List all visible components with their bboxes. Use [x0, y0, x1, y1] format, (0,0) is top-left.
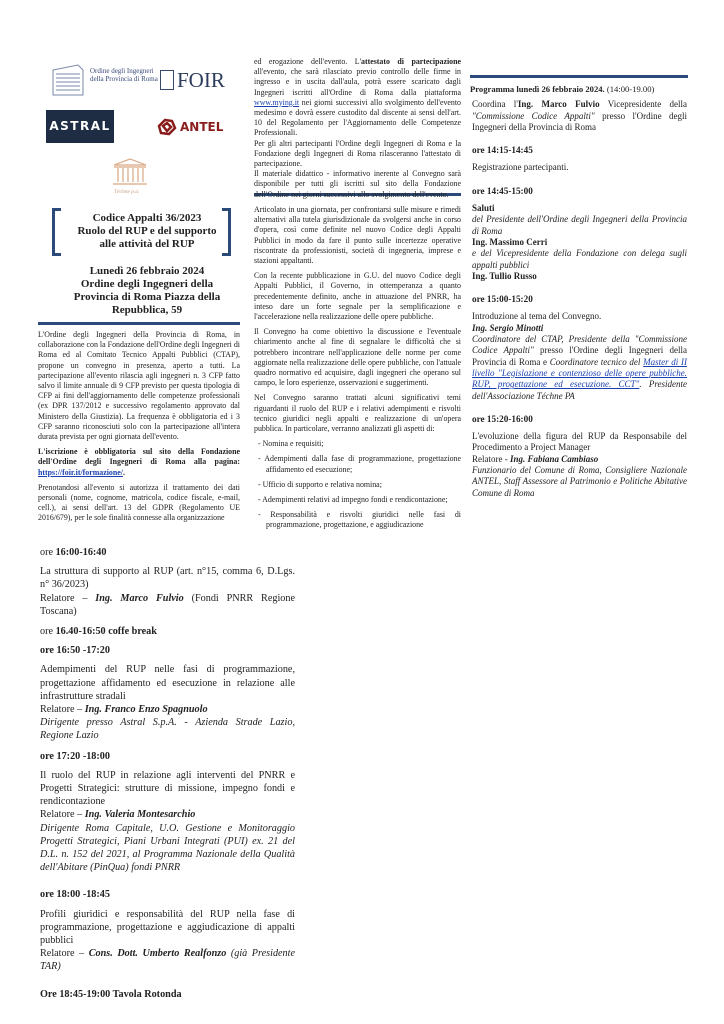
afternoon-program: ore 16:00-16:40 La struttura di supporto al RUP (art. n°15, comma 6, D.Lgs. n° 36/2023) Relatore – Ing. Marco Fulvio (Fondi PNRR Regione Toscana) ore 16.40-16:50 coffe break ore 16:50 -17:20 Adempimenti del RUP nelle fasi di programmazione, progettazione affidamento ed esecuzione in relazione alle infrastrutture stradali Relatore – Ing. Franco Enzo Spagnuolo Dirigente presso Astral S.p.A. - Azienda Strade Lazio, Regione Lazio ore 17:20 -18:00 Il ruolo del RUP in relazione agli interventi del PNRR e Progetti Strategici: strutture di missione, impegno fondi e rendicontazione Relatore – Ing. Valeria Montesarchio Dirigente Roma Capitale, U.O. Gestione e Monitoraggio Progetti Strategici, Piani Urbani Integrati (PUI) ex. 21 del D.L. n. 152 del 2021, al Programma Nazionale della Qualità dell'Abitare (PinQua) fondi PNRR ore 18:00 -18:45 Profili giuridici e responsabilità del RUP nella fase di programmazione, progettazione e aggiudicazione di appalti pubblici Relatore – Cons. Dott. Umberto Realfonzo (già Presidente TAR) Ore 18:45-19:00 Tavola Rotonda [40, 547, 295, 1000]
middle-column: ed erogazione dell'evento. L'attestato di partecipazione all'evento, che sarà rilasciato previo controllo delle firme in ingresso e in uscita dall'aula, potrà essere scaricato dagli Ingegneri iscritti all'Ordine di Roma dalla piattaforma www.mying.it nei giorni successivi allo svolgimento dell'evento medesimo e dovrà essere custodito dal discente ai sensi dell'art. 10 del Regolamento per l'Aggiornamento delle Competenze Professionali. Per gli altri partecipanti l'Ordine degli Ingegneri di Roma e la Fondazione degli Ingegneri di Roma rilasceranno l'attestato di partecipazione. Il materiale didattico - informativo inerente al Convegno sarà disponibile per tutti gli iscritti sul sito della Fondazione dell'Ordine nei giorni successivi allo svolgimento dell'evento. [254, 57, 461, 199]
event-title: Codice Appalti 36/2023 Ruolo del RUP e del supporto alle attività del RUP [77, 212, 217, 250]
foir-logo: FOIR [160, 68, 230, 94]
list-item: - Nomina e requisiti; [258, 439, 324, 449]
list-item: - Adempimenti relativi ad impegno fondi e rendicontazione; [258, 495, 448, 505]
antel-mark-icon [157, 118, 177, 136]
registration-note: L'iscrizione è obbligatoria sul sito della Fondazione dell'Ordine degli Ingegneri di Roma alla pagina: https://foir.it/formazione/. [38, 447, 240, 477]
antel-logo: ANTEL [157, 118, 232, 138]
temple-icon [110, 157, 150, 187]
privacy-paragraph: Prenotandosi all'evento si autorizza il trattamento dei dati personali (nome, cognome, matricola, codice fiscale, e-mail, cell.), ai sensi dell'art. 13 del GDPR (Regolamento UE 2016/679), per le sole finalità connesse alla organizzazione [38, 482, 240, 523]
mying-link[interactable]: www.mying.it [254, 97, 300, 107]
registration-link[interactable]: https://foir.it/formazione/ [38, 467, 123, 477]
ordine-logo-text: Ordine degli Ingegneri della Provincia di Roma [90, 67, 158, 83]
description-column: Articolato in una giornata, per confrontarsi sulle misure e rimedi alternativi alla tutela giurisdizionale da svolgersi anche in corso d'opera, così come definite nel nuovo Codice degli Appalti Pubblici in modo da fare il punto sulle incertezze operative riscontrate da professionisti, società di ingegneria, imprese e stazioni appaltanti. Con la recente pubblicazione in G.U. del nuovo Codice degli Appalti Pubblici, il Governo, in ottemperanza a quanto precedentemente definito, anche in attuazione del PNRR, ha inteso dare un forte segnale per la semplificazione e l'accelerazione nella realizzazione delle opere pubbliche. Il Convegno ha come obiettivo la discussione e l'eventuale chiarimento anche al fine di segnalare le difficoltà che si potrebbero incontrare nell'applicazione delle norme per come aggiornate nella realizzazione delle opere pubbliche, con l'attuale quadro normativo ed acquisire, dagli ingegneri che operano sul campo, le loro esperienze, osservazioni e suggerimenti. Nel Convegno saranno trattati alcuni significativi temi riguardanti il ruolo del RUP e i relativi adempimenti e risvolti tecnico giuridici negli appalti e realizzazione di un'opera pubblica. In particolare, verranno analizzati gli aspetti di: - Nomina e requisiti; - Adempimenti dalla fase di programmazione, progettazione affidamento ed esecuzione; - Ufficio di supporto e relativa nomina; - Adempimenti relativi ad impegno fondi e rendicontazione; - Responsabilità e risvolti giuridici nelle fasi di programmazione, progettazione, e aggiudicazione [254, 205, 461, 530]
left-bracket [52, 208, 61, 256]
master-link[interactable]: Master di II livello "Legislazione e contenzioso delle opere pubbliche. RUP, progettazione ed esecuzione. CCT" [472, 356, 687, 390]
intro-column [38, 330, 240, 529]
intro-paragraph: L'Ordine degli Ingegneri della Provincia di Roma, in collaborazione con la Fondazione dell'Ordine degli Ingegneri di Roma ed al Comitato Tecnico Appalti Pubblici (CTAP), propone un convegno in presenza, aperto a tutti. La partecipazione all'evento rilascia agli ingegneri n. 3 CFP fatto salvo il limite annuale di 9 CFP previsto per questa tipologia di CFP ai fini dell'aggiornamento delle competenze professionali (ex DPR 137/2012 e successivo regolamento approvato dal Ministero della Giustizia). La frequenza è obbligatoria ed i 3 CFP saranno riconosciuti solo con la partecipazione all'intera durata prevista per ogni giornata dell'evento. [38, 330, 240, 442]
divider [38, 322, 240, 325]
ordine-ingegneri-logo [50, 62, 160, 98]
list-item: - Adempimenti dalla fase di programmazione, progettazione affidamento ed esecuzione; [258, 454, 461, 474]
divider [470, 75, 688, 78]
topics-list [254, 439, 461, 530]
astral-logo: ASTRAL [46, 110, 114, 143]
program-right-column: Programma lunedì 26 febbraio 2024. (14:00-19.00) Coordina l'Ing. Marco Fulvio Vicepresidente della "Commissione Codice Appalti" presso l'Ordine degli Ingegneri della Provincia di Roma ore 14:15-14:45 Registrazione partecipanti. ore 14:45-15:00 Saluti del Presidente dell'Ordine degli Ingegneri della Provincia di Roma Ing. Massimo Cerri e del Vicepresidente della Fondazione con delega sugli appalti pubblici Ing. Tullio Russo ore 15:00-15:20 Introduzione al tema del Convegno. Ing. Sergio Minotti Coordinatore del CTAP, Presidente della "Commissione Codice Appalti" presso l'Ordine degli Ingegneri della Provincia di Roma e Coordinatore tecnico del Master di II livello "Legislazione e contenzioso delle opere pubbliche. RUP, progettazione ed esecuzione. CCT". Presidente dell'Associazione Téchne PA ore 15:20-16:00 L'evoluzione della figura del RUP da Responsabile del Procedimento a Project Manager Relatore - Ing. Fabiana Cambiaso Funzionario del Comune di Roma, Consigliere Nazionale ANTEL, Staff Assessore al Patrimonio e Politiche Abitative Comune di Roma [470, 84, 688, 498]
list-item: - Responsabilità e risvolti giuridici nelle fasi di programmazione, progettazione, e aggiudicazione [258, 510, 461, 530]
building-icon [50, 62, 86, 98]
techne-logo: Téchne p.a. [106, 157, 156, 201]
list-item: - Ufficio di supporto e relativa nomina; [258, 479, 382, 489]
event-date-place: Lunedì 26 febbraio 2024 Ordine degli Ingegneri della Provincia di Roma Piazza della Repubblica, 59 [73, 265, 221, 316]
